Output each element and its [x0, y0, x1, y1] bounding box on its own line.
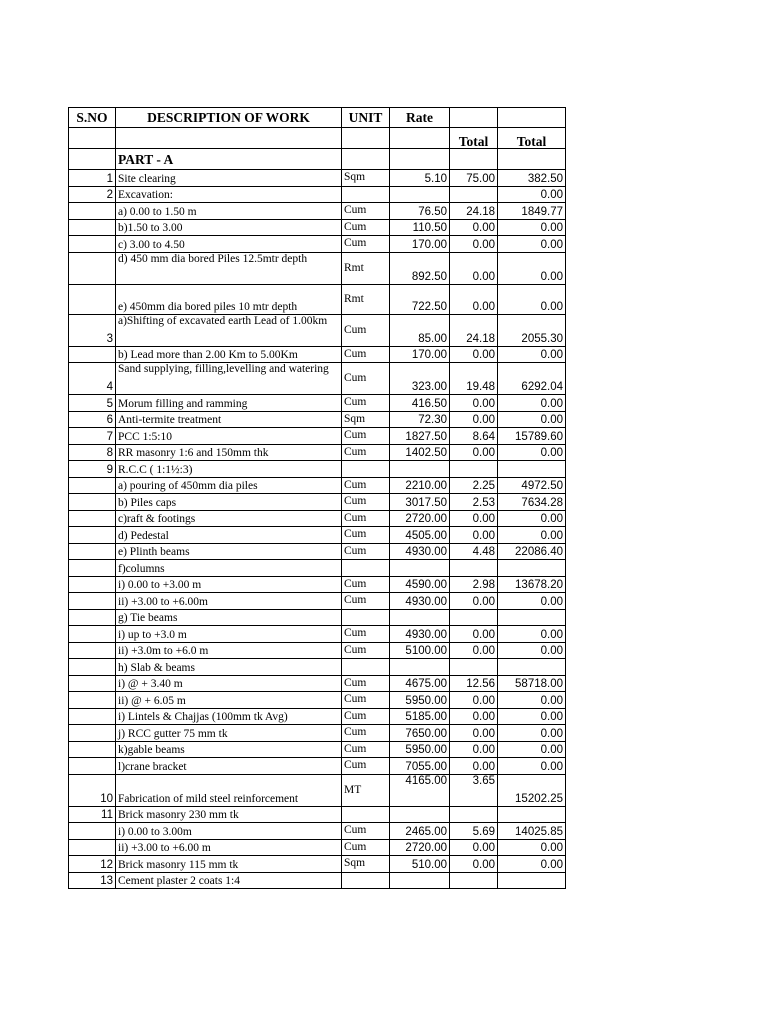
row-sno	[69, 219, 116, 236]
row-sno: 13	[69, 872, 116, 889]
row-description: c) 3.00 to 4.50	[116, 236, 342, 253]
row-unit: Cum	[342, 363, 390, 395]
table-row	[69, 219, 566, 236]
row-total: 0.00	[498, 839, 566, 856]
row-sno	[69, 236, 116, 253]
table-row	[69, 363, 566, 395]
part-label: PART - A	[116, 149, 342, 170]
row-rate: 1402.50	[390, 444, 450, 461]
row-rate: 2720.00	[390, 510, 450, 527]
row-sno	[69, 560, 116, 577]
row-total: 0.00	[498, 444, 566, 461]
table-row	[69, 170, 566, 187]
row-total: 0.00	[498, 252, 566, 284]
table-row	[69, 725, 566, 742]
row-description: d) 450 mm dia bored Piles 12.5mtr depth	[116, 252, 342, 284]
row-rate: 2465.00	[390, 823, 450, 840]
row-unit	[342, 560, 390, 577]
row-unit: Cum	[342, 626, 390, 643]
row-total: 15789.60	[498, 428, 566, 445]
row-total: 382.50	[498, 170, 566, 187]
row-unit: Cum	[342, 576, 390, 593]
table-row	[69, 593, 566, 610]
row-sno	[69, 823, 116, 840]
row-unit: Cum	[342, 444, 390, 461]
row-total	[498, 659, 566, 676]
row-sno	[69, 609, 116, 626]
row-quantity	[450, 806, 498, 823]
table-row	[69, 186, 566, 203]
part-blank-rate	[390, 149, 450, 170]
table-row	[69, 626, 566, 643]
row-unit: Cum	[342, 236, 390, 253]
part-blank-sno	[69, 149, 116, 170]
row-sno	[69, 642, 116, 659]
row-sno	[69, 543, 116, 560]
row-unit: Sqm	[342, 411, 390, 428]
row-description: b) Piles caps	[116, 494, 342, 511]
row-quantity: 5.69	[450, 823, 498, 840]
row-description: PCC 1:5:10	[116, 428, 342, 445]
row-rate: 2720.00	[390, 839, 450, 856]
part-row	[69, 149, 566, 170]
row-total: 22086.40	[498, 543, 566, 560]
row-rate	[390, 461, 450, 478]
row-rate: 4930.00	[390, 626, 450, 643]
row-rate: 110.50	[390, 219, 450, 236]
row-description: ii) +3.0m to +6.0 m	[116, 642, 342, 659]
row-rate	[390, 609, 450, 626]
row-quantity: 0.00	[450, 236, 498, 253]
row-sno	[69, 576, 116, 593]
row-total	[498, 560, 566, 577]
table-row	[69, 411, 566, 428]
row-sno: 7	[69, 428, 116, 445]
row-unit: Cum	[342, 675, 390, 692]
row-description: Cement plaster 2 coats 1:4	[116, 872, 342, 889]
header2-blank-unit	[342, 128, 390, 149]
row-total: 0.00	[498, 236, 566, 253]
table-row	[69, 461, 566, 478]
row-total: 0.00	[498, 346, 566, 363]
row-quantity	[450, 872, 498, 889]
row-quantity: 2.98	[450, 576, 498, 593]
row-description: Excavation:	[116, 186, 342, 203]
row-total: 0.00	[498, 284, 566, 314]
row-rate	[390, 872, 450, 889]
row-rate: 4590.00	[390, 576, 450, 593]
header-blank-qty	[450, 108, 498, 128]
row-unit: Cum	[342, 203, 390, 220]
table-row	[69, 839, 566, 856]
row-sno: 5	[69, 395, 116, 412]
row-quantity: 0.00	[450, 527, 498, 544]
row-sno	[69, 675, 116, 692]
row-description: Site clearing	[116, 170, 342, 187]
row-description: a)Shifting of excavated earth Lead of 1.00km	[116, 314, 342, 346]
row-rate: 7055.00	[390, 758, 450, 775]
row-unit: Sqm	[342, 856, 390, 873]
row-rate: 85.00	[390, 314, 450, 346]
row-total: 0.00	[498, 411, 566, 428]
header-total-1: Total	[450, 128, 498, 149]
row-rate: 510.00	[390, 856, 450, 873]
row-unit	[342, 461, 390, 478]
table-row	[69, 823, 566, 840]
table-row	[69, 346, 566, 363]
row-description: a) pouring of 450mm dia piles	[116, 477, 342, 494]
row-sno	[69, 758, 116, 775]
row-quantity: 0.00	[450, 692, 498, 709]
row-description: Anti-termite treatment	[116, 411, 342, 428]
table-row	[69, 576, 566, 593]
row-total: 58718.00	[498, 675, 566, 692]
header-row-2	[69, 128, 566, 149]
row-description: c)raft & footings	[116, 510, 342, 527]
row-quantity: 0.00	[450, 642, 498, 659]
row-sno	[69, 692, 116, 709]
row-sno: 3	[69, 314, 116, 346]
row-sno	[69, 741, 116, 758]
row-sno	[69, 346, 116, 363]
row-rate: 4675.00	[390, 675, 450, 692]
row-description: Sand supplying, filling,levelling and watering	[116, 363, 342, 395]
row-sno	[69, 659, 116, 676]
header-sno: S.NO	[69, 108, 116, 128]
header-rate: Rate	[390, 108, 450, 128]
row-unit	[342, 659, 390, 676]
table-row	[69, 708, 566, 725]
row-quantity: 12.56	[450, 675, 498, 692]
row-unit: Cum	[342, 543, 390, 560]
row-description: ii) +3.00 to +6.00 m	[116, 839, 342, 856]
part-blank-total	[498, 149, 566, 170]
row-unit: Cum	[342, 395, 390, 412]
row-rate: 5.10	[390, 170, 450, 187]
row-rate	[390, 560, 450, 577]
row-rate	[390, 806, 450, 823]
row-sno	[69, 839, 116, 856]
table-row	[69, 774, 566, 806]
row-total: 15202.25	[498, 774, 566, 806]
row-quantity: 0.00	[450, 741, 498, 758]
row-quantity: 24.18	[450, 314, 498, 346]
row-rate: 76.50	[390, 203, 450, 220]
row-quantity: 4.48	[450, 543, 498, 560]
row-rate: 323.00	[390, 363, 450, 395]
row-rate: 4165.00	[390, 774, 450, 806]
table-row	[69, 510, 566, 527]
part-blank-qty	[450, 149, 498, 170]
row-rate: 4930.00	[390, 543, 450, 560]
row-quantity: 0.00	[450, 510, 498, 527]
row-rate: 892.50	[390, 252, 450, 284]
table-row	[69, 203, 566, 220]
row-unit	[342, 806, 390, 823]
row-unit: Cum	[342, 527, 390, 544]
row-total	[498, 806, 566, 823]
row-quantity	[450, 659, 498, 676]
row-quantity: 19.48	[450, 363, 498, 395]
row-unit: Cum	[342, 692, 390, 709]
row-description: k)gable beams	[116, 741, 342, 758]
row-rate	[390, 186, 450, 203]
row-sno: 12	[69, 856, 116, 873]
row-sno	[69, 725, 116, 742]
row-unit: MT	[342, 774, 390, 806]
row-sno	[69, 510, 116, 527]
row-rate: 170.00	[390, 236, 450, 253]
row-sno	[69, 203, 116, 220]
table-row	[69, 675, 566, 692]
row-description: i) up to +3.0 m	[116, 626, 342, 643]
row-description: j) RCC gutter 75 mm tk	[116, 725, 342, 742]
row-rate: 5950.00	[390, 692, 450, 709]
table-row	[69, 444, 566, 461]
row-description: RR masonry 1:6 and 150mm thk	[116, 444, 342, 461]
row-unit: Rmt	[342, 284, 390, 314]
row-description: b)1.50 to 3.00	[116, 219, 342, 236]
row-description: l)crane bracket	[116, 758, 342, 775]
row-total: 0.00	[498, 692, 566, 709]
row-rate: 4930.00	[390, 593, 450, 610]
row-total: 0.00	[498, 510, 566, 527]
row-sno: 1	[69, 170, 116, 187]
row-quantity	[450, 186, 498, 203]
row-description: R.C.C ( 1:1½:3)	[116, 461, 342, 478]
row-quantity: 3.65	[450, 774, 498, 806]
table-row	[69, 856, 566, 873]
row-quantity: 0.00	[450, 725, 498, 742]
row-description: i) @ + 3.40 m	[116, 675, 342, 692]
row-total: 1849.77	[498, 203, 566, 220]
row-unit: Cum	[342, 510, 390, 527]
row-description: ii) +3.00 to +6.00m	[116, 593, 342, 610]
row-unit: Cum	[342, 593, 390, 610]
row-description: d) Pedestal	[116, 527, 342, 544]
row-quantity: 8.64	[450, 428, 498, 445]
row-unit: Cum	[342, 477, 390, 494]
row-rate: 416.50	[390, 395, 450, 412]
table-row	[69, 659, 566, 676]
row-unit: Cum	[342, 314, 390, 346]
row-sno: 6	[69, 411, 116, 428]
row-unit: Cum	[342, 839, 390, 856]
row-sno	[69, 708, 116, 725]
row-description: Morum filling and ramming	[116, 395, 342, 412]
table-row	[69, 741, 566, 758]
row-total: 7634.28	[498, 494, 566, 511]
row-description: Fabrication of mild steel reinforcement	[116, 774, 342, 806]
row-total: 0.00	[498, 593, 566, 610]
row-description: i) 0.00 to 3.00m	[116, 823, 342, 840]
row-unit: Cum	[342, 346, 390, 363]
row-unit: Rmt	[342, 252, 390, 284]
row-total: 0.00	[498, 527, 566, 544]
row-sno: 10	[69, 774, 116, 806]
row-quantity: 2.25	[450, 477, 498, 494]
row-sno	[69, 593, 116, 610]
header2-blank-rate	[390, 128, 450, 149]
row-rate: 5100.00	[390, 642, 450, 659]
row-quantity: 0.00	[450, 444, 498, 461]
row-rate: 3017.50	[390, 494, 450, 511]
row-rate: 2210.00	[390, 477, 450, 494]
row-quantity: 0.00	[450, 252, 498, 284]
row-unit: Sqm	[342, 170, 390, 187]
row-quantity	[450, 609, 498, 626]
row-sno: 9	[69, 461, 116, 478]
row-quantity: 0.00	[450, 411, 498, 428]
row-description: h) Slab & beams	[116, 659, 342, 676]
table-row	[69, 609, 566, 626]
row-total: 4972.50	[498, 477, 566, 494]
header-total-2: Total	[498, 128, 566, 149]
row-quantity: 0.00	[450, 856, 498, 873]
row-total: 0.00	[498, 741, 566, 758]
row-sno	[69, 527, 116, 544]
row-rate: 722.50	[390, 284, 450, 314]
row-total: 0.00	[498, 856, 566, 873]
row-total: 0.00	[498, 186, 566, 203]
row-total	[498, 609, 566, 626]
table-row	[69, 284, 566, 314]
row-quantity: 0.00	[450, 708, 498, 725]
row-rate: 5950.00	[390, 741, 450, 758]
row-quantity: 0.00	[450, 758, 498, 775]
row-total: 13678.20	[498, 576, 566, 593]
row-unit: Cum	[342, 823, 390, 840]
table-row	[69, 494, 566, 511]
row-total: 0.00	[498, 758, 566, 775]
table-row	[69, 428, 566, 445]
header-row	[69, 108, 566, 128]
row-unit: Cum	[342, 219, 390, 236]
row-total: 0.00	[498, 219, 566, 236]
row-description: Brick masonry 230 mm tk	[116, 806, 342, 823]
table-row	[69, 806, 566, 823]
row-quantity: 2.53	[450, 494, 498, 511]
header-description: DESCRIPTION OF WORK	[116, 108, 342, 128]
table-row	[69, 642, 566, 659]
header2-blank-desc	[116, 128, 342, 149]
row-total: 0.00	[498, 626, 566, 643]
row-rate: 7650.00	[390, 725, 450, 742]
row-quantity: 0.00	[450, 284, 498, 314]
row-quantity: 24.18	[450, 203, 498, 220]
header-blank-total	[498, 108, 566, 128]
row-sno: 4	[69, 363, 116, 395]
row-rate: 4505.00	[390, 527, 450, 544]
row-rate: 72.30	[390, 411, 450, 428]
row-description: g) Tie beams	[116, 609, 342, 626]
table-row	[69, 872, 566, 889]
row-quantity: 0.00	[450, 839, 498, 856]
table-row	[69, 477, 566, 494]
table-row	[69, 543, 566, 560]
row-quantity: 0.00	[450, 626, 498, 643]
row-rate: 170.00	[390, 346, 450, 363]
row-quantity: 75.00	[450, 170, 498, 187]
row-total: 2055.30	[498, 314, 566, 346]
table-row	[69, 527, 566, 544]
row-total: 6292.04	[498, 363, 566, 395]
row-unit	[342, 609, 390, 626]
row-total: 0.00	[498, 642, 566, 659]
row-sno	[69, 252, 116, 284]
row-total	[498, 461, 566, 478]
table-row	[69, 758, 566, 775]
row-sno: 11	[69, 806, 116, 823]
row-sno	[69, 284, 116, 314]
row-sno: 2	[69, 186, 116, 203]
row-unit: Cum	[342, 642, 390, 659]
bill-of-quantities-table	[68, 107, 566, 889]
row-total: 0.00	[498, 708, 566, 725]
row-unit: Cum	[342, 758, 390, 775]
row-sno	[69, 494, 116, 511]
row-total: 14025.85	[498, 823, 566, 840]
header2-blank-sno	[69, 128, 116, 149]
row-quantity: 0.00	[450, 593, 498, 610]
row-description: ii) @ + 6.05 m	[116, 692, 342, 709]
row-rate: 1827.50	[390, 428, 450, 445]
table-row	[69, 314, 566, 346]
row-description: Brick masonry 115 mm tk	[116, 856, 342, 873]
row-quantity: 0.00	[450, 219, 498, 236]
row-rate: 5185.00	[390, 708, 450, 725]
row-unit	[342, 872, 390, 889]
row-total	[498, 872, 566, 889]
table-row	[69, 236, 566, 253]
row-description: f)columns	[116, 560, 342, 577]
row-unit: Cum	[342, 708, 390, 725]
row-sno	[69, 477, 116, 494]
row-quantity	[450, 560, 498, 577]
table-row	[69, 560, 566, 577]
row-rate	[390, 659, 450, 676]
row-sno: 8	[69, 444, 116, 461]
row-description: e) Plinth beams	[116, 543, 342, 560]
table-row	[69, 252, 566, 284]
row-unit: Cum	[342, 741, 390, 758]
row-unit: Cum	[342, 494, 390, 511]
row-total: 0.00	[498, 725, 566, 742]
row-unit: Cum	[342, 428, 390, 445]
row-description: i) 0.00 to +3.00 m	[116, 576, 342, 593]
row-sno	[69, 626, 116, 643]
row-unit: Cum	[342, 725, 390, 742]
row-description: i) Lintels & Chajjas (100mm tk Avg)	[116, 708, 342, 725]
row-quantity: 0.00	[450, 346, 498, 363]
row-description: a) 0.00 to 1.50 m	[116, 203, 342, 220]
row-total: 0.00	[498, 395, 566, 412]
row-quantity	[450, 461, 498, 478]
table-row	[69, 692, 566, 709]
header-unit: UNIT	[342, 108, 390, 128]
row-unit	[342, 186, 390, 203]
row-quantity: 0.00	[450, 395, 498, 412]
part-blank-unit	[342, 149, 390, 170]
table-row	[69, 395, 566, 412]
row-description: b) Lead more than 2.00 Km to 5.00Km	[116, 346, 342, 363]
row-description: e) 450mm dia bored piles 10 mtr depth	[116, 284, 342, 314]
